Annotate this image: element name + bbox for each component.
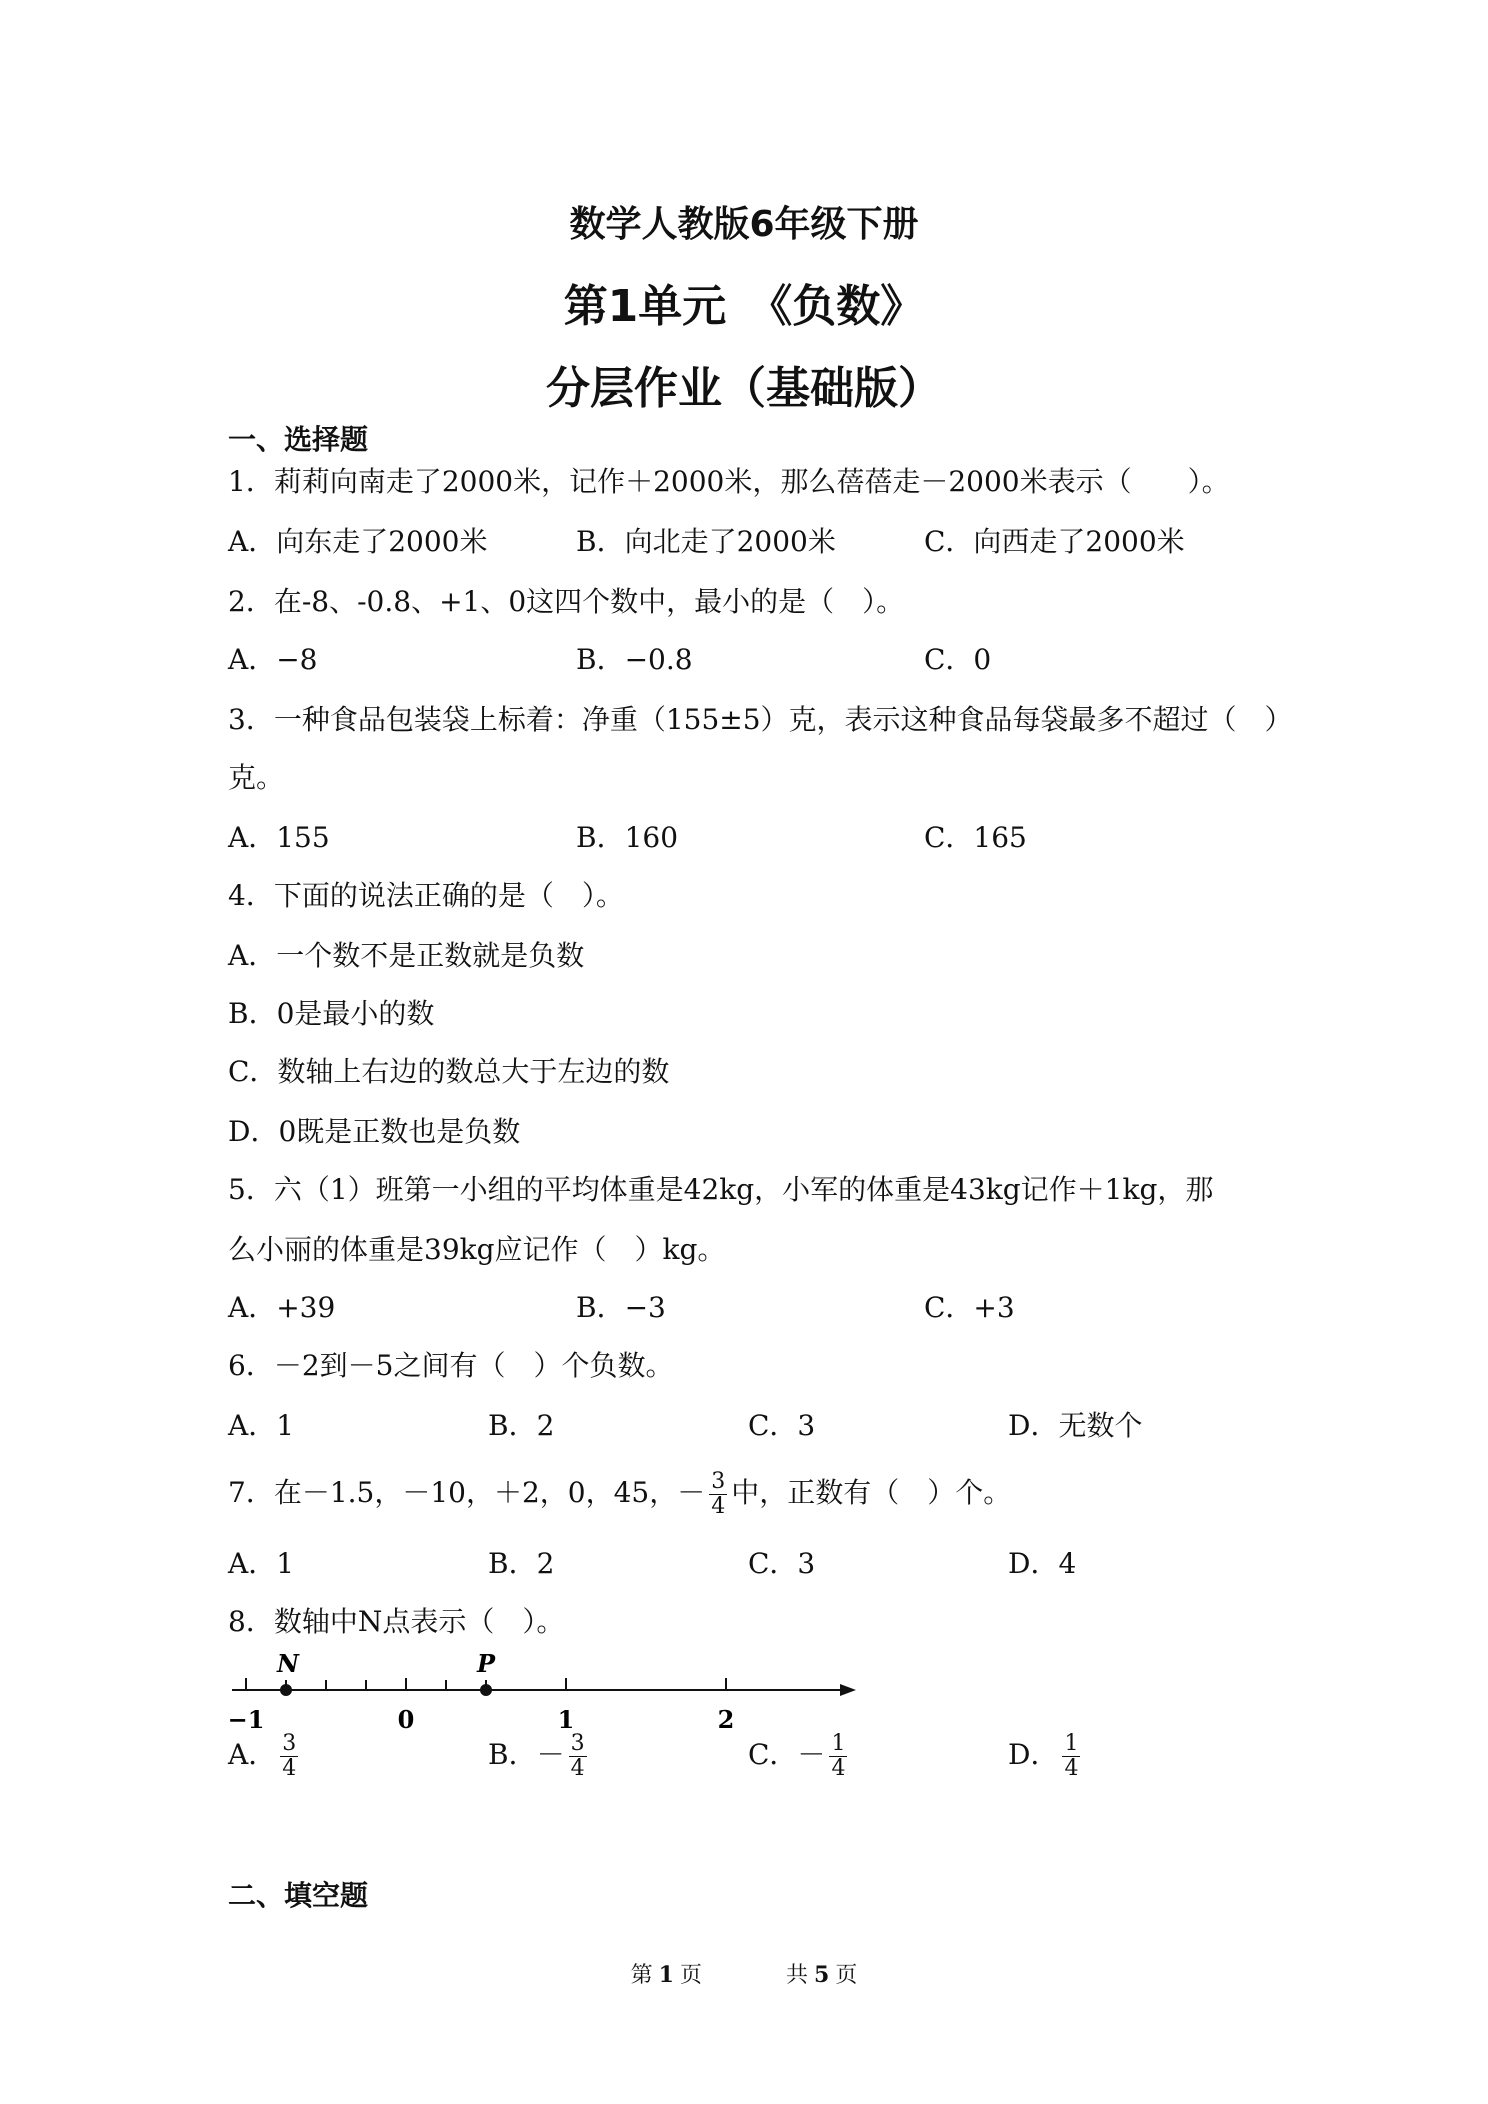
point-p-label: P: [476, 1649, 496, 1678]
q8-c-fraction: [829, 1732, 847, 1781]
q6-option-a: A．1: [228, 1409, 295, 1442]
number-line-tick-label: 0: [397, 1705, 415, 1734]
q7-option-c: C．3: [748, 1547, 816, 1580]
q2-option-c: C．0: [924, 643, 992, 676]
q8-d-num: 1: [1064, 1731, 1079, 1756]
q1-option-a: A．向东走了2000米: [228, 525, 488, 558]
point-p: [480, 1684, 492, 1696]
number-line-tick-label: 2: [717, 1705, 735, 1734]
doc-title: 数学人教版6年级下册: [569, 204, 919, 245]
q4-option-a: A．一个数不是正数就是负数: [228, 939, 585, 972]
number-line-tick-label: 1: [557, 1705, 575, 1734]
q2-option-b: B．−0.8: [576, 643, 693, 676]
q3-option-c: C．165: [924, 821, 1027, 854]
question-8: 8．数轴中N点表示（ ）。: [228, 1605, 565, 1638]
footer-total-pre: 共: [786, 1963, 809, 1988]
number-line-arrow: [840, 1684, 856, 1696]
q8-d-den: 4: [1064, 1756, 1079, 1781]
q7-option-d: D．4: [1008, 1547, 1077, 1580]
q8-a-den: 4: [282, 1756, 297, 1781]
question-5-line2: 么小丽的体重是39kg应记作（ ）kg。: [228, 1233, 726, 1266]
q8-b-prefix: B．－: [488, 1738, 565, 1771]
question-1: 1．莉莉向南走了2000米，记作＋2000米，那么蓓蓓走－2000米表示（ ）。: [228, 465, 1230, 498]
number-line-tick-labels: [228, 1705, 734, 1734]
q2-option-a: A．−8: [228, 643, 318, 676]
question-7: [228, 1470, 1011, 1519]
footer-total-num: 5: [814, 1962, 830, 1988]
footer-page-num: 1: [658, 1962, 674, 1988]
question-5-line1: 5．六（1）班第一小组的平均体重是42kg，小军的体重是43kg记作＋1kg，那: [228, 1173, 1214, 1206]
q4-option-c: C．数轴上右边的数总大于左边的数: [228, 1055, 670, 1088]
footer-page-post: 页: [679, 1963, 702, 1988]
q1-option-b: B．向北走了2000米: [576, 525, 836, 558]
q7-frac-den: 4: [711, 1494, 726, 1519]
q8-c-prefix: C．－: [748, 1738, 826, 1771]
q8-b-den: 4: [570, 1756, 585, 1781]
q8-option-c: [748, 1732, 851, 1781]
q7-prefix: 7．在－1.5，－10，＋2，0，45，－: [228, 1476, 706, 1509]
q7-option-b: B．2: [488, 1547, 555, 1580]
unit-title: 第1单元 《负数》: [563, 281, 925, 332]
q8-c-num: 1: [831, 1731, 846, 1756]
question-3-line2: 克。: [228, 761, 285, 794]
q7-frac-num: 3: [711, 1469, 726, 1494]
q8-a-fraction: [280, 1732, 298, 1781]
q5-option-a: A．+39: [228, 1291, 336, 1324]
q5-option-c: C．+3: [924, 1291, 1015, 1324]
q8-d-fraction: [1062, 1732, 1080, 1781]
q8-a-num: 3: [282, 1731, 297, 1756]
page-footer: [0, 1958, 1488, 1989]
question-3-line1: 3．一种食品包装袋上标着：净重（155±5）克，表示这种食品每袋最多不超过（ ）: [228, 703, 1293, 736]
q8-option-d: [1008, 1732, 1084, 1781]
q6-option-c: C．3: [748, 1409, 816, 1442]
footer-page-pre: 第: [630, 1963, 653, 1988]
section-fill-heading: 二、填空题: [228, 1879, 369, 1912]
q8-option-b: [488, 1732, 591, 1781]
q8-d-prefix: D．: [1008, 1738, 1059, 1771]
point-n-label: N: [277, 1649, 299, 1678]
point-n: [280, 1684, 292, 1696]
q8-c-den: 4: [831, 1756, 846, 1781]
number-line-tick-label: −1: [228, 1705, 265, 1734]
question-4: 4．下面的说法正确的是（ ）。: [228, 879, 624, 912]
q8-b-num: 3: [570, 1731, 585, 1756]
section-choice-heading: 一、选择题: [228, 423, 369, 456]
q7-fraction: [709, 1470, 727, 1519]
worksheet-title: 分层作业（基础版）: [546, 363, 942, 414]
q4-option-b: B．0是最小的数: [228, 997, 435, 1030]
question-2: 2．在-8、-0.8、+1、0这四个数中，最小的是（ ）。: [228, 585, 905, 618]
q4-option-d: D．0既是正数也是负数: [228, 1115, 521, 1148]
question-6: 6．－2到－5之间有（ ）个负数。: [228, 1349, 674, 1382]
q1-option-c: C．向西走了2000米: [924, 525, 1185, 558]
q7-option-a: A．1: [228, 1547, 295, 1580]
q8-option-a: [228, 1732, 302, 1781]
q7-suffix: 中，正数有（ ）个。: [731, 1476, 1012, 1509]
footer-total-post: 页: [835, 1963, 858, 1988]
q6-option-d: D．无数个: [1008, 1409, 1143, 1442]
q6-option-b: B．2: [488, 1409, 555, 1442]
q8-a-prefix: A．: [228, 1738, 277, 1771]
number-line-figure: [228, 1644, 868, 1744]
q8-b-fraction: [569, 1732, 587, 1781]
q3-option-a: A．155: [228, 821, 330, 854]
q3-option-b: B．160: [576, 821, 679, 854]
q5-option-b: B．−3: [576, 1291, 666, 1324]
